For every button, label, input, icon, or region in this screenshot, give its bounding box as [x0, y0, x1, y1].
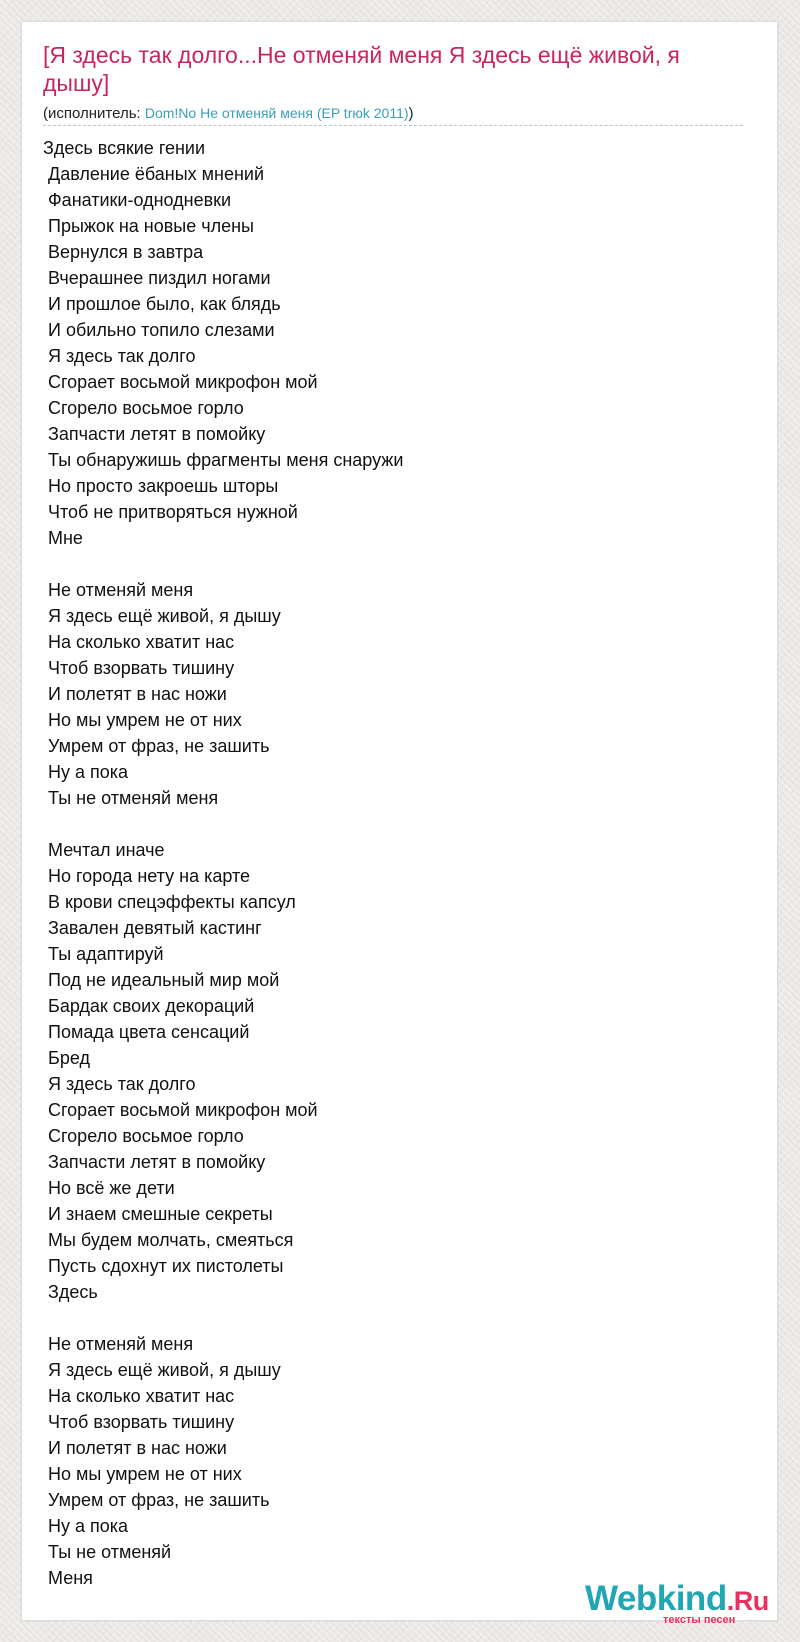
logo-tagline: тексты песен [663, 1614, 736, 1626]
artist-close: ) [408, 105, 414, 122]
logo-name: Webkind [585, 1579, 727, 1618]
artist-label: (исполнитель: [43, 105, 145, 122]
lyrics-text: Здесь всякие гении Давление ёбаных мнений Фанатики-однодневки Прыжок на новые члены Вернулся в завтра Вчерашнее пиздил ногами И прошлое было, как блядь И обильно топило слезами Я здесь так долго Сгорает восьмой микрофон мой Сгорело восьмое горло Запчасти летят в помойку Ты обнаружишь фрагменты меня снаружи Но просто закроешь шторы Чтоб не притворяться нужной Мне Не отменяй меня Я здесь ещё живой, я дышу На сколько хватит нас Чтоб взорвать тишину И полетят в нас ножи Но мы умрем не от них Умрем от фраз, не зашить Ну а пока Ты не отменяй меня Мечтал иначе Но города нету на карте В крови спецэффекты капсул Завален девятый кастинг Ты адаптируй Под не идеальный мир мой Бардак своих декораций Помада цвета сенсаций Бред Я здесь так долго Сгорает восьмой микрофон мой Сгорело восьмое горло Запчасти летят в помойку Но всё же дети И знаем смешные секреты Мы будем молчать, смеяться Пусть сдохнут их пистолеты Здесь Не отменяй меня Я здесь ещё живой, я дышу На сколько хватит нас Чтоб взорвать тишину И полетят в нас ножи Но мы умрем не от них Умрем от фраз, не зашить Ну а пока Ты не отменяй Меня [43, 138, 404, 1588]
artist-link[interactable]: Dom!No Не отменяй меня (EP trюk 2011) [144, 105, 409, 121]
lyrics-card [21, 21, 778, 1626]
song-title: [Я здесь так долго...Не отменяй меня Я здесь ещё живой, я дышу] [43, 42, 680, 96]
logo-tld: .Ru [726, 1586, 769, 1616]
site-logo[interactable] [585, 1579, 785, 1631]
artist-line [43, 103, 743, 126]
